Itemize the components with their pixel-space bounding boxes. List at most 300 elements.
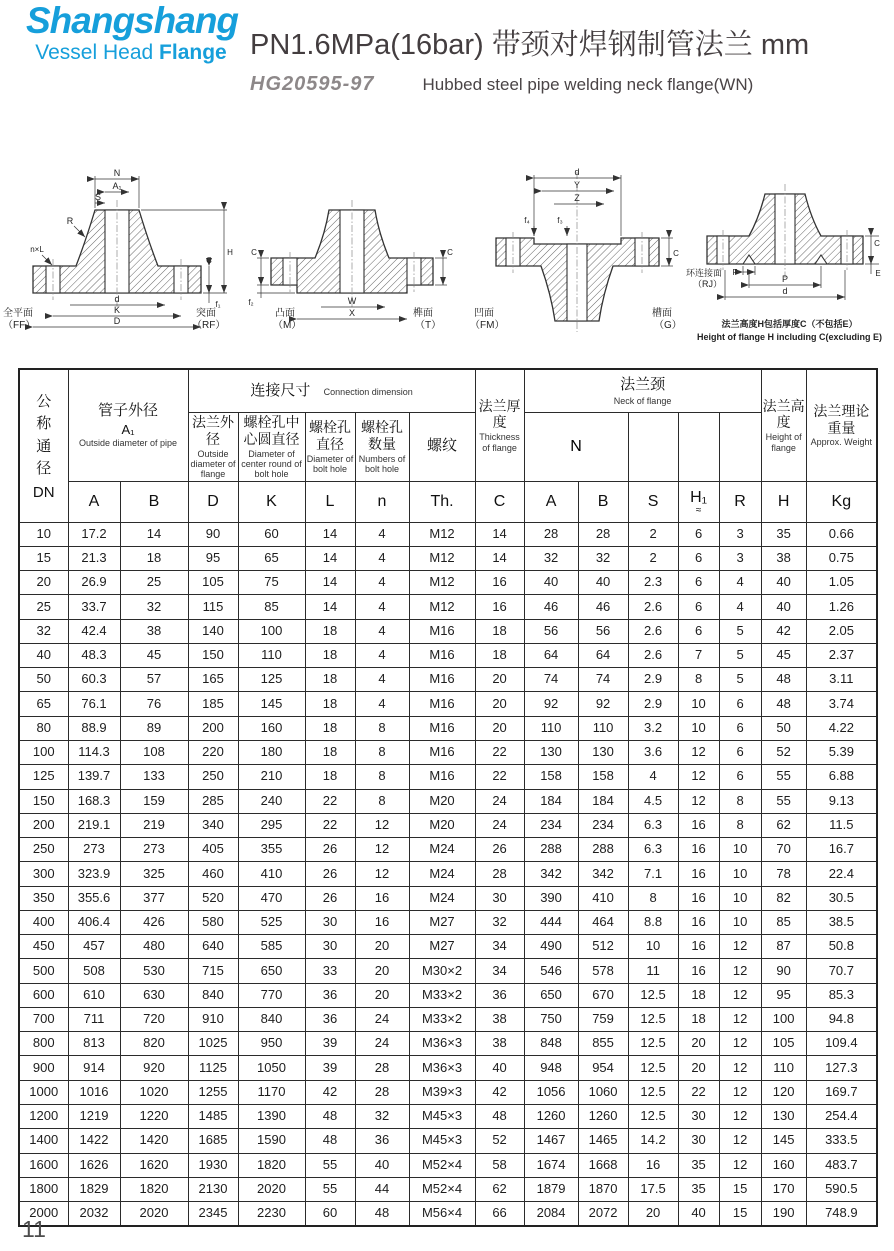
table-cell: 1000	[19, 1080, 68, 1104]
table-cell: 66	[475, 1202, 524, 1227]
svg-text:Y: Y	[573, 180, 581, 190]
table-cell: 5.39	[806, 741, 877, 765]
table-cell: M45×3	[409, 1105, 475, 1129]
table-cell: 50.8	[806, 935, 877, 959]
table-cell: 342	[524, 862, 578, 886]
table-cell: M33×2	[409, 983, 475, 1007]
table-cell: 820	[120, 1032, 188, 1056]
table-cell: 4	[355, 692, 409, 716]
table-cell: 464	[578, 910, 628, 934]
table-cell: 10	[719, 886, 761, 910]
diagram-caption-cn: 法兰高度H包括厚度C（不包括E）	[721, 319, 858, 329]
table-cell: 64	[578, 643, 628, 667]
table-cell: 56	[524, 619, 578, 643]
table-cell: 4.5	[628, 789, 678, 813]
table-cell: 22	[475, 741, 524, 765]
table-cell: 12	[719, 1080, 761, 1104]
table-cell: 3.6	[628, 741, 678, 765]
table-cell: 130	[761, 1105, 806, 1129]
table-cell: 914	[68, 1056, 120, 1080]
table-cell: M33×2	[409, 1007, 475, 1031]
table-cell: M16	[409, 643, 475, 667]
table-cell: M27	[409, 935, 475, 959]
svg-text:榫面: 榫面	[413, 308, 433, 319]
table-cell: 630	[120, 983, 188, 1007]
table-cell: 12	[719, 983, 761, 1007]
col-header-dn: 公称通径 DN	[19, 369, 68, 522]
table-cell: 85	[761, 910, 806, 934]
table-cell: 1016	[68, 1080, 120, 1104]
table-cell: 30	[475, 886, 524, 910]
table-cell: 12	[719, 1105, 761, 1129]
table-cell: 12.5	[628, 1080, 678, 1104]
symbol-neck-a: A	[524, 481, 578, 522]
table-cell: 48	[761, 692, 806, 716]
col-header-neck-s	[628, 413, 678, 482]
table-cell: M16	[409, 716, 475, 740]
table-cell: 24	[475, 813, 524, 837]
table-cell: 18	[305, 716, 355, 740]
table-cell: 6	[678, 595, 719, 619]
table-cell: 38.5	[806, 910, 877, 934]
table-cell: 12	[678, 789, 719, 813]
table-cell: 20	[475, 716, 524, 740]
table-cell: M16	[409, 765, 475, 789]
table-cell: 92	[578, 692, 628, 716]
svg-text:突面: 突面	[196, 308, 216, 319]
table-cell: 95	[188, 546, 238, 570]
table-cell: 1400	[19, 1129, 68, 1153]
table-cell: 1668	[578, 1153, 628, 1177]
table-cell: 2.37	[806, 643, 877, 667]
table-cell: 125	[238, 668, 305, 692]
table-cell: M20	[409, 789, 475, 813]
table-cell: 323.9	[68, 862, 120, 886]
table-cell: 1422	[68, 1129, 120, 1153]
table-cell: 42	[305, 1080, 355, 1104]
table-cell: 390	[524, 886, 578, 910]
table-cell: 6.88	[806, 765, 877, 789]
table-cell: M56×4	[409, 1202, 475, 1227]
company-logo	[26, 0, 239, 65]
table-cell: 76.1	[68, 692, 120, 716]
table-cell: 2.9	[628, 668, 678, 692]
col-header-flange-od: 法兰外径 Outside diameter of flange	[188, 413, 238, 482]
table-cell: 30	[678, 1105, 719, 1129]
col-header-thread: 螺纹	[409, 413, 475, 482]
table-cell: 32	[120, 595, 188, 619]
table-cell: 95	[761, 983, 806, 1007]
svg-text:（G）: （G）	[654, 320, 682, 331]
symbol-r: R	[719, 481, 761, 522]
table-cell: 42	[761, 619, 806, 643]
table-cell: 28	[578, 522, 628, 546]
table-row	[19, 789, 877, 813]
table-cell: 6	[678, 546, 719, 570]
table-cell: 38	[475, 1032, 524, 1056]
table-cell: 4	[355, 643, 409, 667]
table-cell: 1390	[238, 1105, 305, 1129]
table-cell: 110	[524, 716, 578, 740]
table-cell: 74	[524, 668, 578, 692]
svg-text:N: N	[113, 168, 121, 178]
table-cell: 460	[188, 862, 238, 886]
table-cell: 600	[19, 983, 68, 1007]
svg-text:H: H	[227, 248, 233, 257]
table-cell: 1820	[120, 1177, 188, 1201]
table-cell: 520	[188, 886, 238, 910]
table-cell: 28	[475, 862, 524, 886]
table-cell: 200	[188, 716, 238, 740]
table-cell: 94.8	[806, 1007, 877, 1031]
table-cell: 8	[719, 813, 761, 837]
table-cell: 0.75	[806, 546, 877, 570]
table-cell: 75	[238, 571, 305, 595]
table-cell: 10	[678, 716, 719, 740]
table-cell: 16	[475, 595, 524, 619]
table-cell: 355	[238, 838, 305, 862]
table-cell: 920	[120, 1056, 188, 1080]
svg-text:d: d	[114, 294, 120, 304]
svg-text:P: P	[781, 274, 789, 284]
table-row	[19, 886, 877, 910]
table-cell: 219.1	[68, 813, 120, 837]
table-cell: 1170	[238, 1080, 305, 1104]
table-cell: 11	[628, 959, 678, 983]
symbol-h1: H₁ ≈	[678, 481, 719, 522]
table-cell: 28	[355, 1056, 409, 1080]
table-cell: 1465	[578, 1129, 628, 1153]
table-cell: 8.8	[628, 910, 678, 934]
table-cell: 16	[678, 813, 719, 837]
table-cell: 2000	[19, 1202, 68, 1227]
table-cell: 6	[719, 692, 761, 716]
table-row	[19, 619, 877, 643]
table-cell: 1220	[120, 1105, 188, 1129]
table-cell: 139.7	[68, 765, 120, 789]
table-cell: 2020	[238, 1177, 305, 1201]
table-cell: 82	[761, 886, 806, 910]
table-cell: 184	[524, 789, 578, 813]
table-cell: 48	[305, 1105, 355, 1129]
table-row	[19, 765, 877, 789]
svg-text:f₃: f₃	[557, 216, 563, 225]
table-cell: 650	[238, 959, 305, 983]
table-cell: 30	[678, 1129, 719, 1153]
table-cell: 5	[719, 643, 761, 667]
table-cell: 4	[355, 571, 409, 595]
table-cell: 16	[678, 910, 719, 934]
table-cell: 490	[524, 935, 578, 959]
table-cell: 14.2	[628, 1129, 678, 1153]
table-cell: 140	[188, 619, 238, 643]
table-cell: 711	[68, 1007, 120, 1031]
table-cell: 2.6	[628, 595, 678, 619]
symbol-l: L	[305, 481, 355, 522]
table-cell: 240	[238, 789, 305, 813]
table-cell: 26	[475, 838, 524, 862]
table-cell: 6	[719, 765, 761, 789]
table-cell: 48	[305, 1129, 355, 1153]
table-cell: 14	[305, 546, 355, 570]
table-cell: 165	[188, 668, 238, 692]
table-cell: 120	[761, 1080, 806, 1104]
svg-text:C: C	[447, 248, 453, 257]
svg-text:全平面: 全平面	[3, 308, 33, 319]
table-cell: 45	[761, 643, 806, 667]
table-cell: 20	[19, 571, 68, 595]
table-cell: 22	[305, 813, 355, 837]
table-cell: 190	[761, 1202, 806, 1227]
table-cell: 948	[524, 1056, 578, 1080]
table-cell: 12.5	[628, 1105, 678, 1129]
table-cell: 759	[578, 1007, 628, 1031]
table-cell: 295	[238, 813, 305, 837]
table-cell: 457	[68, 935, 120, 959]
table-cell: 52	[475, 1129, 524, 1153]
table-cell: 12	[719, 1056, 761, 1080]
table-row	[19, 741, 877, 765]
svg-text:W: W	[347, 296, 357, 306]
table-cell: 10	[19, 522, 68, 546]
table-cell: 185	[188, 692, 238, 716]
table-cell: 2	[628, 522, 678, 546]
table-cell: 57	[120, 668, 188, 692]
table-cell: M45×3	[409, 1129, 475, 1153]
table-cell: 1.05	[806, 571, 877, 595]
table-cell: 18	[305, 643, 355, 667]
flange-section-drawing-fm-g	[470, 166, 685, 343]
table-cell: 840	[188, 983, 238, 1007]
svg-text:f₂: f₂	[248, 298, 254, 307]
table-cell: 800	[19, 1032, 68, 1056]
table-cell: 750	[524, 1007, 578, 1031]
table-cell: 7.1	[628, 862, 678, 886]
svg-text:（RJ）: （RJ）	[693, 279, 722, 289]
table-cell: 4	[719, 571, 761, 595]
table-cell: 46	[524, 595, 578, 619]
svg-text:（M）: （M）	[273, 320, 302, 331]
table-cell: 32	[524, 546, 578, 570]
table-cell: M24	[409, 862, 475, 886]
page-number: 11	[22, 1216, 46, 1242]
table-cell: 40	[524, 571, 578, 595]
table-cell: 2.9	[628, 692, 678, 716]
table-cell: 1200	[19, 1105, 68, 1129]
table-cell: 15	[19, 546, 68, 570]
table-row	[19, 692, 877, 716]
table-cell: 32	[578, 546, 628, 570]
table-row	[19, 716, 877, 740]
table-cell: 60	[305, 1202, 355, 1227]
svg-text:A₁: A₁	[112, 181, 122, 191]
diagram-m-t	[235, 166, 470, 344]
symbol-h: H	[761, 481, 806, 522]
table-cell: 1255	[188, 1080, 238, 1104]
table-cell: 22	[475, 765, 524, 789]
table-section	[18, 368, 878, 1227]
table-cell: 35	[678, 1177, 719, 1201]
table-cell: 16	[355, 910, 409, 934]
table-cell: 14	[475, 546, 524, 570]
table-cell: 2032	[68, 1202, 120, 1227]
table-cell: 480	[120, 935, 188, 959]
table-cell: 55	[305, 1177, 355, 1201]
table-cell: 1600	[19, 1153, 68, 1177]
table-cell: 18	[475, 619, 524, 643]
table-cell: 5	[719, 619, 761, 643]
col-header-bolt-num: 螺栓孔数量 Numbers of bolt hole	[355, 413, 409, 482]
table-cell: 4	[628, 765, 678, 789]
table-cell: 33	[305, 959, 355, 983]
table-cell: 5	[719, 668, 761, 692]
svg-text:E: E	[875, 269, 881, 278]
table-cell: 150	[188, 643, 238, 667]
table-cell: 720	[120, 1007, 188, 1031]
table-cell: 10	[628, 935, 678, 959]
table-cell: 87	[761, 935, 806, 959]
brand-tagline: Vessel Head Flange	[35, 40, 227, 64]
table-cell: 40	[578, 571, 628, 595]
table-cell: 42	[475, 1080, 524, 1104]
svg-text:（RF）: （RF）	[192, 320, 226, 331]
table-cell: 36	[305, 1007, 355, 1031]
svg-text:R: R	[66, 216, 74, 226]
table-cell: 100	[238, 619, 305, 643]
table-cell: 8	[719, 789, 761, 813]
table-cell: 813	[68, 1032, 120, 1056]
col-header-neck-n: N	[524, 413, 628, 482]
table-cell: 1485	[188, 1105, 238, 1129]
table-cell: 6.3	[628, 813, 678, 837]
table-cell: 2130	[188, 1177, 238, 1201]
table-cell: 18	[305, 692, 355, 716]
table-cell: 483.7	[806, 1153, 877, 1177]
table-cell: 770	[238, 983, 305, 1007]
table-cell: 9.13	[806, 789, 877, 813]
table-cell: 16	[628, 1153, 678, 1177]
brand-name: Shangshang	[26, 0, 239, 41]
table-row	[19, 1177, 877, 1201]
table-cell: 12	[719, 959, 761, 983]
table-cell: 1674	[524, 1153, 578, 1177]
table-row	[19, 862, 877, 886]
table-cell: 1060	[578, 1080, 628, 1104]
table-cell: 20	[475, 692, 524, 716]
col-header-thickness: 法兰厚度 Thickness of flange	[475, 369, 524, 481]
table-cell: 210	[238, 765, 305, 789]
table-cell: 7	[678, 643, 719, 667]
table-cell: 39	[305, 1032, 355, 1056]
table-cell: 170	[761, 1177, 806, 1201]
table-row	[19, 643, 877, 667]
table-cell: 56	[578, 619, 628, 643]
col-header-bolt-hole-dia: 螺栓孔直径 Diameter of bolt hole	[305, 413, 355, 482]
table-cell: 954	[578, 1056, 628, 1080]
table-cell: 234	[524, 813, 578, 837]
table-cell: 12	[719, 1153, 761, 1177]
table-cell: 12	[355, 813, 409, 837]
col-header-height: 法兰高度 Height of flange	[761, 369, 806, 481]
table-cell: 130	[578, 741, 628, 765]
col-header-bolt-circle: 螺栓孔中心圆直径 Diameter of center round of bolt hole	[238, 413, 305, 482]
table-cell: 10	[678, 692, 719, 716]
symbol-th: Th.	[409, 481, 475, 522]
table-cell: 26	[305, 886, 355, 910]
table-cell: M36×3	[409, 1032, 475, 1056]
table-cell: 50	[761, 716, 806, 740]
svg-text:K: K	[113, 305, 121, 315]
table-cell: 14	[120, 522, 188, 546]
table-cell: 40	[761, 571, 806, 595]
table-cell: 377	[120, 886, 188, 910]
table-cell: 405	[188, 838, 238, 862]
table-cell: 6	[678, 571, 719, 595]
table-cell: 20	[355, 983, 409, 1007]
table-row	[19, 910, 877, 934]
symbol-n: n	[355, 481, 409, 522]
diagram-ff-rf	[0, 166, 235, 344]
table-row	[19, 1007, 877, 1031]
table-cell: 125	[19, 765, 68, 789]
table-cell: 1590	[238, 1129, 305, 1153]
table-cell: 640	[188, 935, 238, 959]
table-body	[19, 522, 877, 1226]
table-cell: 55	[761, 789, 806, 813]
table-cell: 219	[120, 813, 188, 837]
table-cell: 2.3	[628, 571, 678, 595]
table-cell: 18	[475, 643, 524, 667]
table-cell: 8	[355, 789, 409, 813]
table-cell: M16	[409, 668, 475, 692]
table-cell: 130	[524, 741, 578, 765]
table-cell: 848	[524, 1032, 578, 1056]
table-cell: 578	[578, 959, 628, 983]
table-cell: 14	[475, 522, 524, 546]
table-cell: M24	[409, 838, 475, 862]
table-cell: 45	[120, 643, 188, 667]
svg-text:C: C	[206, 256, 212, 265]
table-cell: 159	[120, 789, 188, 813]
table-cell: 1420	[120, 1129, 188, 1153]
table-cell: 6	[678, 619, 719, 643]
table-cell: 610	[68, 983, 120, 1007]
table-cell: 8	[355, 716, 409, 740]
table-cell: 62	[475, 1177, 524, 1201]
table-cell: 910	[188, 1007, 238, 1031]
symbol-c: C	[475, 481, 524, 522]
svg-text:f₄: f₄	[524, 216, 530, 225]
flange-spec-table	[18, 368, 878, 1227]
table-cell: 100	[19, 741, 68, 765]
table-cell: 1056	[524, 1080, 578, 1104]
table-row	[19, 668, 877, 692]
flange-diagrams	[0, 166, 894, 344]
table-cell: 160	[761, 1153, 806, 1177]
col-header-neck-r	[719, 413, 761, 482]
table-cell: 109.4	[806, 1032, 877, 1056]
table-cell: 500	[19, 959, 68, 983]
table-cell: 30.5	[806, 886, 877, 910]
table-cell: 105	[761, 1032, 806, 1056]
table-cell: 1260	[524, 1105, 578, 1129]
table-cell: 4	[355, 546, 409, 570]
table-cell: 65	[19, 692, 68, 716]
table-cell: 180	[238, 741, 305, 765]
table-cell: 525	[238, 910, 305, 934]
table-cell: 406.4	[68, 910, 120, 934]
table-cell: 1800	[19, 1177, 68, 1201]
